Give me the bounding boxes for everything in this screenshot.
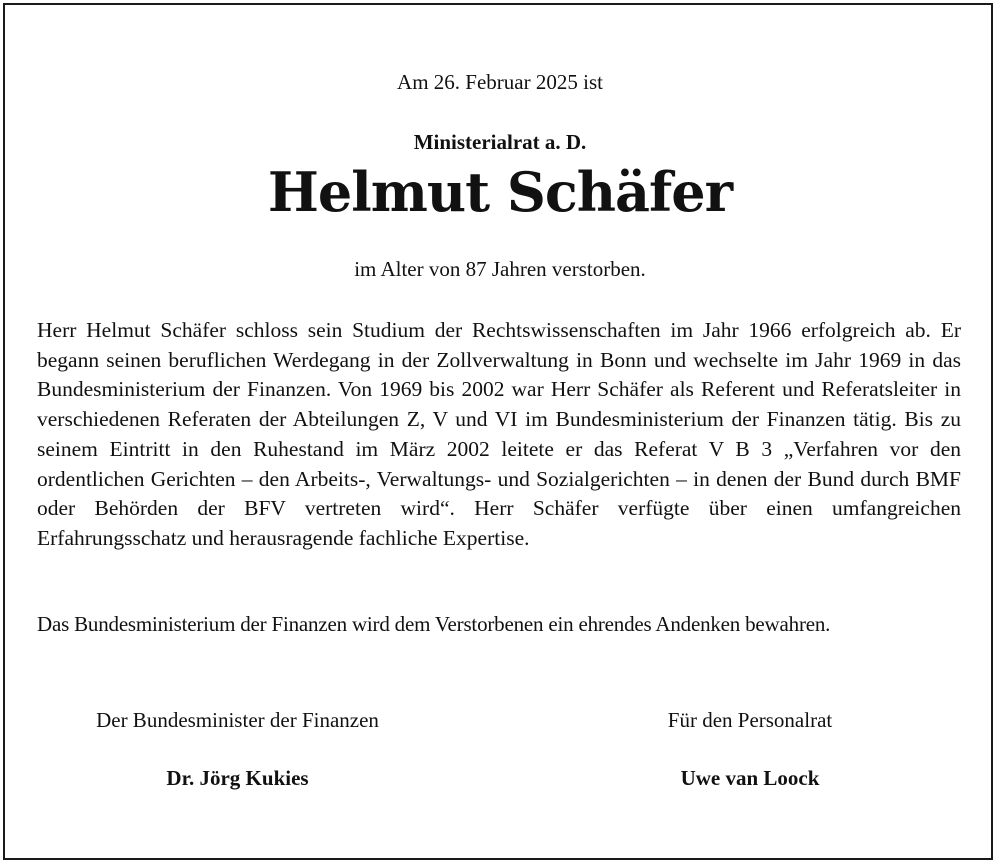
signature-left-role: Der Bundesminister der Finanzen xyxy=(96,708,379,732)
deceased-rank: Ministerialrat a. D. xyxy=(413,130,587,154)
deceased-name: Helmut Schäfer xyxy=(267,160,733,224)
age-line: im Alter von 87 Jahren verstorben. xyxy=(354,257,646,281)
biography-paragraph: Herr Helmut Schäfer schloss sein Studium der Rechtswissenschaften im Jahr 1966 erfolgreich ab. Er begann seinen beruflichen Werdegang in der Zollverwaltung in Bonn und wechselte im Jahr 1969 in das Bundesministerium der Finanzen. Von 1969 bis 2002 war Herr Schäfer als Referent und Referatsleiter in verschiedenen Referaten der Abteilungen Z, V und VI im Bundesministerium der Finanzen tätig. Bis zu seinem Eintritt in den Ruhestand im März 2002 leitete er das Referat V B 3 „Verfahren vor den ordentlichen Gerichten – den Arbeits-, Verwaltungs- und Sozialgerichten – in denen der Bund durch BMF oder Behörden der BFV vertreten wird“. Herr Schäfer verfügte über einen umfangreichen Erfahrungsschatz und herausragende fachliche Expertise. xyxy=(37,318,961,550)
signature-right-name: Uwe van Loock xyxy=(680,766,820,790)
closing-statement: Das Bundesministerium der Finanzen wird dem Verstorbenen ein ehrendes Andenken bewahren. xyxy=(37,612,831,636)
signature-left-name: Dr. Jörg Kukies xyxy=(166,766,309,790)
signature-right-role: Für den Personalrat xyxy=(667,708,833,732)
intro-line: Am 26. Februar 2025 ist xyxy=(397,70,603,94)
